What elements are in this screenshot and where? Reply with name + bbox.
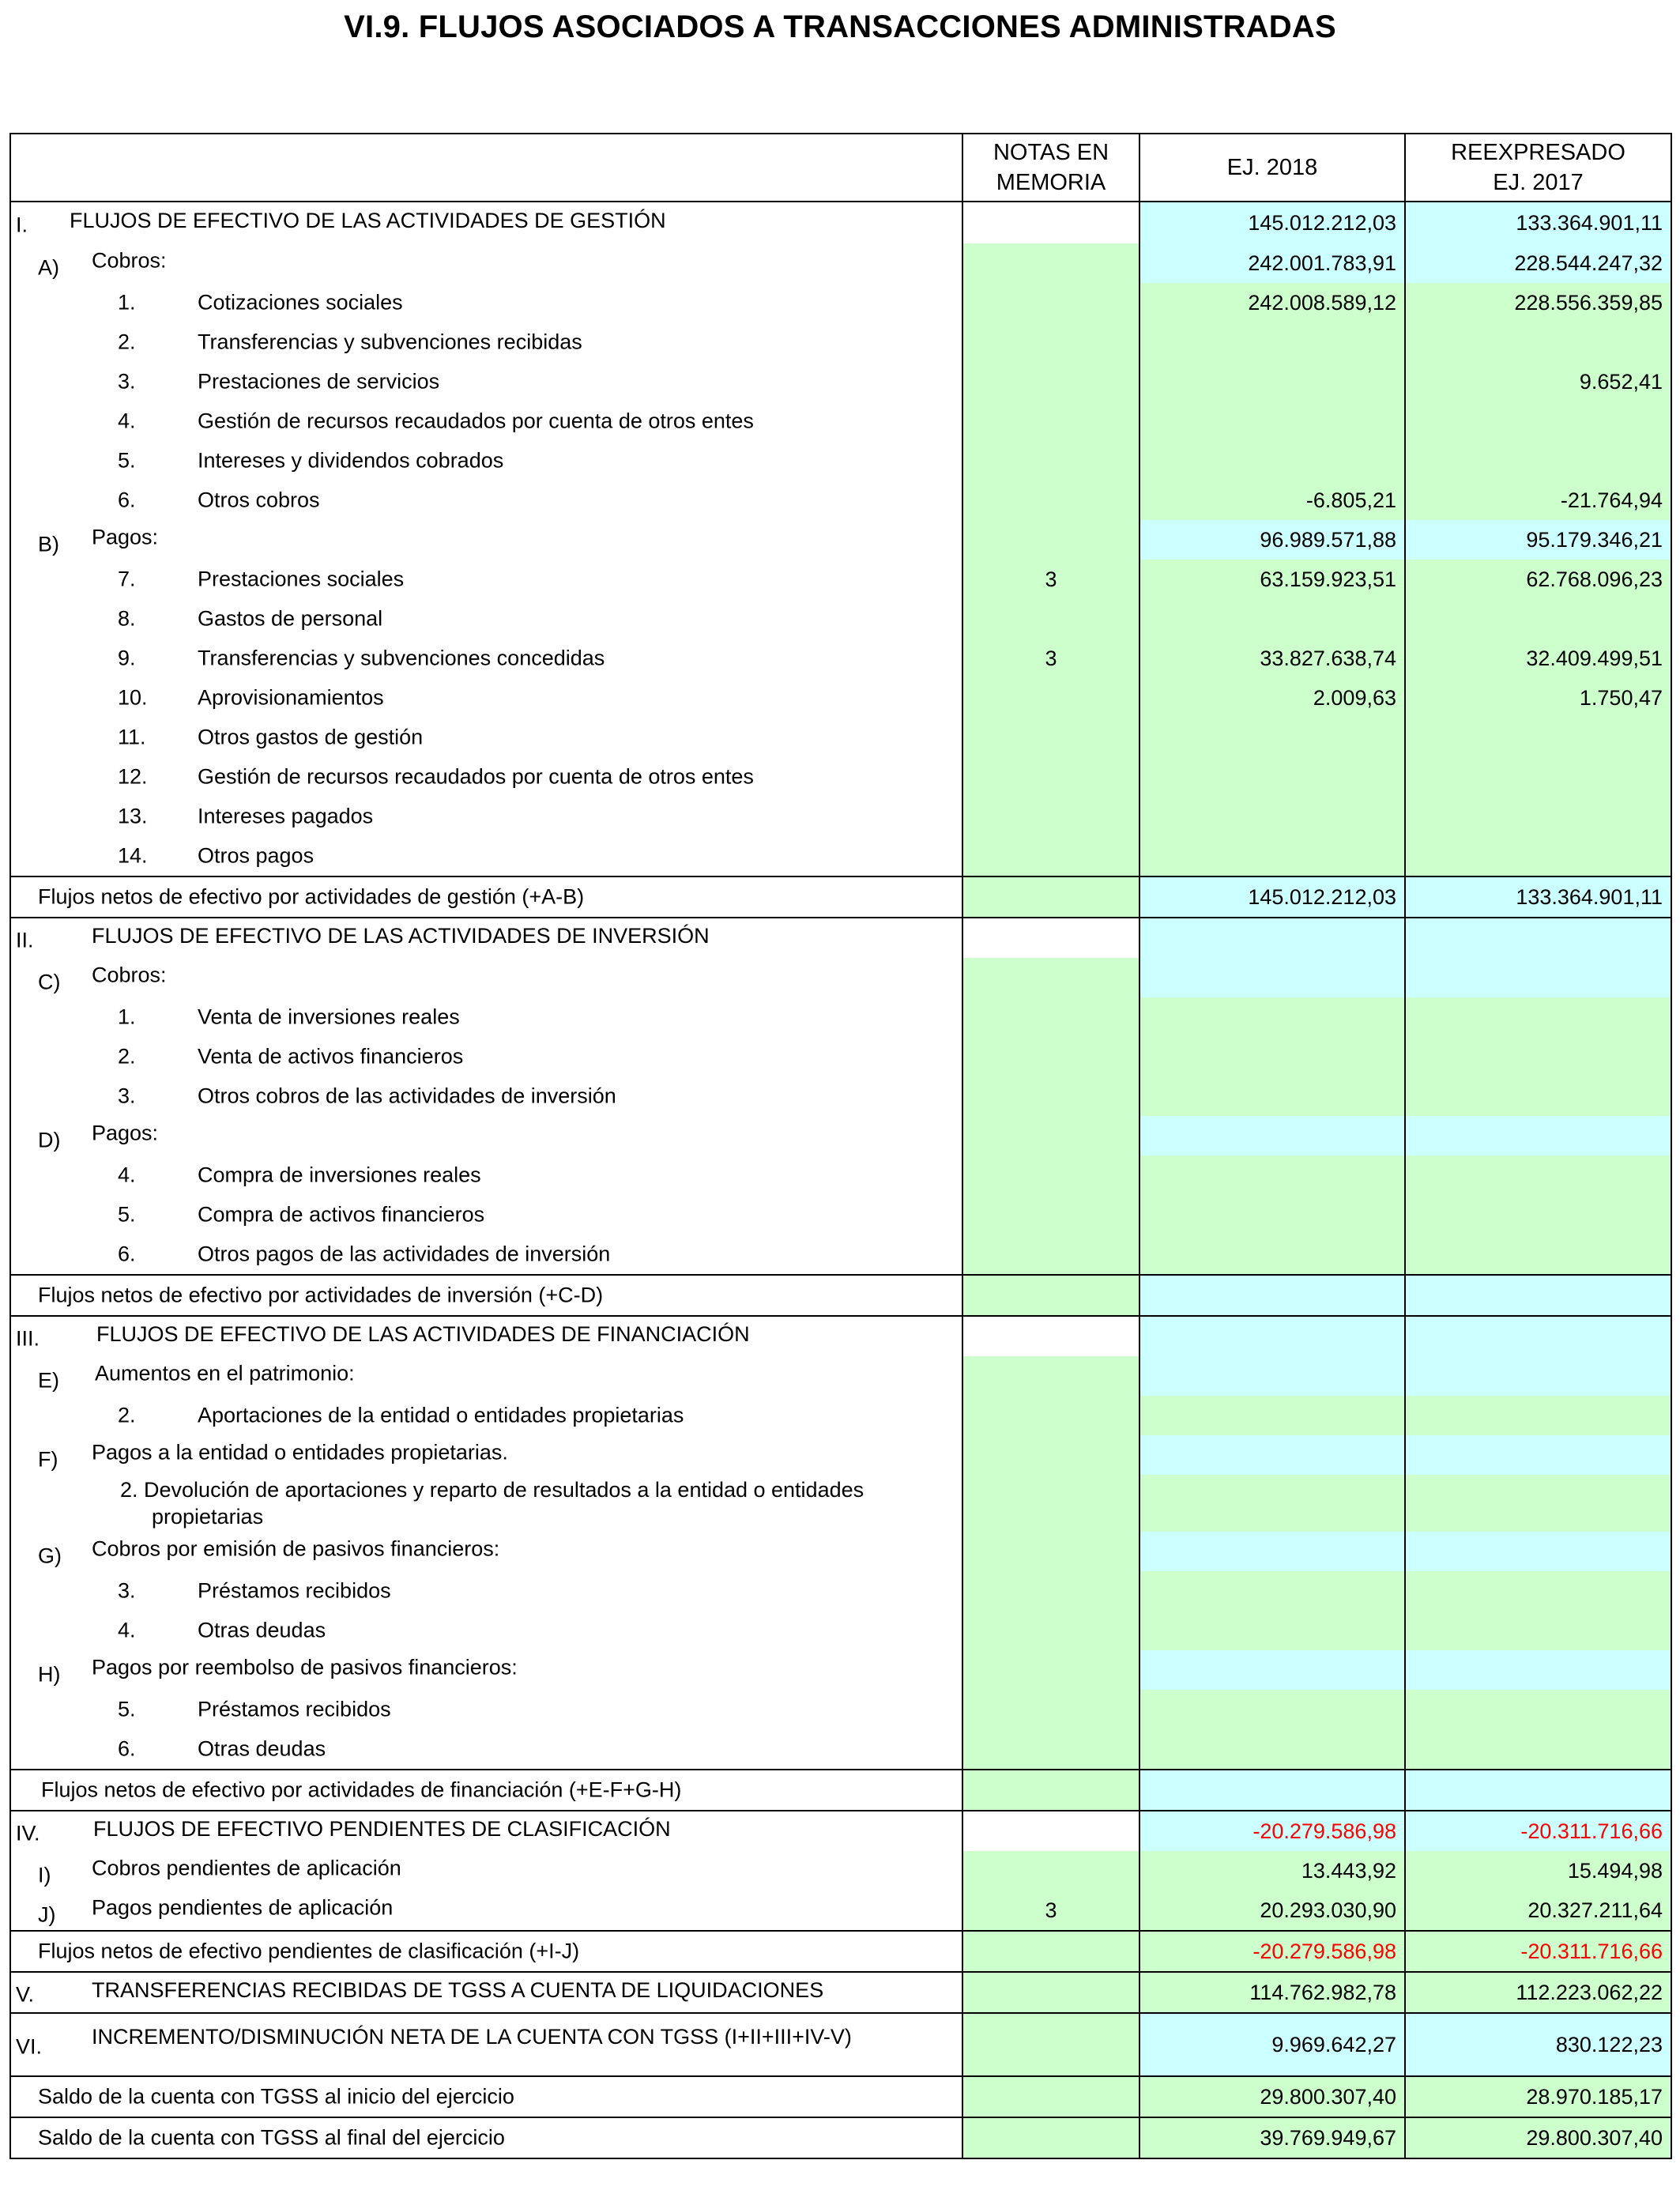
table-row <box>10 1076 1671 1116</box>
header-reexpresado <box>1405 134 1671 202</box>
total-row <box>10 876 1671 918</box>
value-2017 <box>1405 757 1671 797</box>
value-2017 <box>1405 797 1671 836</box>
table-row <box>10 481 1671 520</box>
value-2018: 63.159.923,51 <box>1139 560 1405 599</box>
table-header <box>10 134 1671 202</box>
item-number: 1. <box>118 1005 136 1029</box>
group-title: Aumentos en el patrimonio: <box>95 1361 355 1385</box>
group-row <box>10 1851 1671 1891</box>
value-2018: 242.008.589,12 <box>1139 283 1405 322</box>
value-2018: 9.969.642,27 <box>1139 2013 1405 2076</box>
item-label: Compra de activos financieros <box>198 1202 485 1227</box>
item-label-line1: 2. Devolución de aportaciones y reparto de resultados a la entidad o entidades <box>120 1478 864 1502</box>
item-label: Gestión de recursos recaudados por cuenta de otros entes <box>198 409 754 433</box>
item-label: Otros pagos de las actividades de inversión <box>198 1242 611 1266</box>
item-label: Otras deudas <box>198 1736 326 1761</box>
group-letter: A) <box>38 255 59 280</box>
nota <box>962 836 1139 876</box>
value-2018: 29.800.307,40 <box>1139 2076 1405 2117</box>
total-label: Flujos netos de efectivo por actividades de financiación (+E-F+G-H) <box>41 1777 682 1802</box>
saldo-label: Saldo de la cuenta con TGSS al inicio del ejercicio <box>38 2084 514 2109</box>
item-label: Aportaciones de la entidad o entidades propietarias <box>198 1403 684 1427</box>
item-label: Préstamos recibidos <box>198 1697 391 1721</box>
table-row <box>10 1235 1671 1275</box>
header-notas-line2: MEMORIA <box>996 170 1106 195</box>
value-2018 <box>1139 718 1405 757</box>
item-label: Prestaciones sociales <box>198 567 405 591</box>
item-number: 5. <box>118 1202 136 1227</box>
nota <box>962 362 1139 401</box>
section-row <box>10 918 1671 958</box>
item-label: Otras deudas <box>198 1618 326 1642</box>
nota <box>962 797 1139 836</box>
group-letter: F) <box>38 1447 58 1472</box>
section-roman: IV. <box>16 1821 40 1845</box>
value-2018 <box>1139 441 1405 481</box>
value-2017: 830.122,23 <box>1405 2013 1671 2076</box>
section-row <box>10 1811 1671 1851</box>
saldo-label: Saldo de la cuenta con TGSS al final del ejercicio <box>38 2125 505 2150</box>
nota: 3 <box>962 1891 1139 1931</box>
group-title: Cobros por emisión de pasivos financieros: <box>92 1536 500 1561</box>
item-label: Transferencias y subvenciones concedidas <box>198 646 605 670</box>
group-letter: B) <box>38 532 59 556</box>
item-label: Venta de activos financieros <box>198 1044 464 1069</box>
nota <box>962 322 1139 362</box>
value-2017 <box>1405 322 1671 362</box>
section-title: FLUJOS DE EFECTIVO DE LAS ACTIVIDADES DE INVERSIÓN <box>92 924 710 948</box>
nota <box>962 757 1139 797</box>
nota <box>962 599 1139 639</box>
item-label: Intereses pagados <box>198 804 374 828</box>
section-roman: VI. <box>16 2034 43 2059</box>
group-row <box>10 1356 1671 1396</box>
value-2017: 228.556.359,85 <box>1405 283 1671 322</box>
total-label: Flujos netos de efectivo pendientes de clasificación (+I-J) <box>38 1939 580 1963</box>
value-2018: 114.762.982,78 <box>1139 1972 1405 2013</box>
nota <box>962 718 1139 757</box>
nota <box>962 441 1139 481</box>
item-number: 7. <box>118 567 136 591</box>
nota <box>962 283 1139 322</box>
table-row <box>10 362 1671 401</box>
nota <box>962 1851 1139 1891</box>
value-2017: -21.764,94 <box>1405 481 1671 520</box>
value-2017: 133.364.901,11 <box>1405 202 1671 243</box>
section-row <box>10 1972 1671 2013</box>
value-2018 <box>1139 322 1405 362</box>
value-2018 <box>1139 599 1405 639</box>
table-row <box>10 836 1671 876</box>
value-2017: 32.409.499,51 <box>1405 639 1671 678</box>
cash-flow-table <box>9 133 1672 2159</box>
value-2018: -20.279.586,98 <box>1139 1811 1405 1851</box>
item-number: 8. <box>118 606 136 631</box>
group-row <box>10 1891 1671 1931</box>
item-label: Gestión de recursos recaudados por cuenta de otros entes <box>198 764 754 789</box>
value-2017 <box>1405 401 1671 441</box>
item-label: Préstamos recibidos <box>198 1578 391 1603</box>
table-row <box>10 678 1671 718</box>
nota <box>962 401 1139 441</box>
table-row <box>10 1611 1671 1650</box>
page-title: VI.9. FLUJOS ASOCIADOS A TRANSACCIONES ADMINISTRADAS <box>344 9 1336 44</box>
section-roman: III. <box>16 1326 40 1351</box>
item-label: Aprovisionamientos <box>198 685 384 710</box>
item-label: Prestaciones de servicios <box>198 369 440 394</box>
saldo-row <box>10 2117 1671 2158</box>
group-letter: I) <box>38 1863 51 1887</box>
section-title: FLUJOS DE EFECTIVO DE LAS ACTIVIDADES DE GESTIÓN <box>70 209 666 233</box>
value-2017 <box>1405 718 1671 757</box>
value-2017: 112.223.062,22 <box>1405 1972 1671 2013</box>
value-2017: 1.750,47 <box>1405 678 1671 718</box>
group-title: Pagos a la entidad o entidades propietarias. <box>92 1440 508 1465</box>
table-row <box>10 1195 1671 1235</box>
group-letter: G) <box>38 1544 62 1568</box>
section-row <box>10 202 1671 243</box>
value-2018 <box>1139 797 1405 836</box>
group-title: Cobros: <box>92 248 167 273</box>
table-row <box>10 283 1671 322</box>
item-number: 5. <box>118 448 136 473</box>
item-number: 6. <box>118 488 136 512</box>
table-row <box>10 1475 1671 1532</box>
section-roman: II. <box>16 928 34 952</box>
table-row <box>10 322 1671 362</box>
value-2018 <box>1139 757 1405 797</box>
group-row <box>10 1650 1671 1690</box>
value-2017: 133.364.901,11 <box>1405 876 1671 918</box>
section-roman: V. <box>16 1982 35 2007</box>
value-2018: 145.012.212,03 <box>1139 202 1405 243</box>
item-number: 5. <box>118 1697 136 1721</box>
table-row <box>10 401 1671 441</box>
item-number: 4. <box>118 409 136 433</box>
table-row <box>10 441 1671 481</box>
table-row <box>10 757 1671 797</box>
item-label: Otros cobros <box>198 488 320 512</box>
nota: 3 <box>962 639 1139 678</box>
header-reex-line1: REEXPRESADO <box>1451 140 1625 165</box>
saldo-row <box>10 2076 1671 2117</box>
table-row <box>10 1729 1671 1770</box>
value-2017: 95.179.346,21 <box>1405 520 1671 560</box>
item-number: 9. <box>118 646 136 670</box>
group-letter: D) <box>38 1128 61 1152</box>
section-title: TRANSFERENCIAS RECIBIDAS DE TGSS A CUENTA DE LIQUIDACIONES <box>92 1978 824 2003</box>
value-2018 <box>1139 362 1405 401</box>
table-row <box>10 1037 1671 1076</box>
item-label: Cotizaciones sociales <box>198 290 403 315</box>
item-number: 2. <box>118 1403 136 1427</box>
item-number: 2. <box>118 1044 136 1069</box>
table-row <box>10 560 1671 599</box>
header-ej2018: EJ. 2018 <box>1139 134 1405 202</box>
table-row <box>10 1396 1671 1435</box>
value-2018: 20.293.030,90 <box>1139 1891 1405 1931</box>
group-row <box>10 958 1671 997</box>
value-2018: -20.279.586,98 <box>1139 1931 1405 1972</box>
group-row <box>10 1532 1671 1571</box>
table-row <box>10 718 1671 757</box>
header-concept <box>10 134 962 202</box>
item-number: 14. <box>118 843 148 868</box>
group-letter: E) <box>38 1368 59 1393</box>
group-row <box>10 520 1671 560</box>
value-2017 <box>1405 599 1671 639</box>
value-2018: 145.012.212,03 <box>1139 876 1405 918</box>
nota <box>962 678 1139 718</box>
group-row <box>10 1116 1671 1155</box>
group-title: Cobros pendientes de aplicación <box>92 1856 401 1880</box>
item-label: Transferencias y subvenciones recibidas <box>198 330 582 354</box>
item-number: 6. <box>118 1736 136 1761</box>
item-label-line2: propietarias <box>152 1505 264 1529</box>
item-label: Compra de inversiones reales <box>198 1163 481 1187</box>
section-row <box>10 2013 1671 2076</box>
value-2018: 33.827.638,74 <box>1139 639 1405 678</box>
value-2017: 28.970.185,17 <box>1405 2076 1671 2117</box>
item-label: Otros gastos de gestión <box>198 725 424 749</box>
item-number: 3. <box>118 369 136 394</box>
section-row <box>10 1316 1671 1356</box>
value-2017: 29.800.307,40 <box>1405 2117 1671 2158</box>
value-2018: 2.009,63 <box>1139 678 1405 718</box>
group-title: Pagos por reembolso de pasivos financieros: <box>92 1655 518 1679</box>
table-row <box>10 1155 1671 1195</box>
item-number: 3. <box>118 1084 136 1108</box>
section-title: INCREMENTO/DISMINUCIÓN NETA DE LA CUENTA CON TGSS (I+II+III+IV-V) <box>92 2025 852 2049</box>
group-row <box>10 243 1671 283</box>
section-title: FLUJOS DE EFECTIVO DE LAS ACTIVIDADES DE FINANCIACIÓN <box>96 1322 750 1347</box>
value-2017: 62.768.096,23 <box>1405 560 1671 599</box>
value-2017 <box>1405 441 1671 481</box>
section-title: FLUJOS DE EFECTIVO PENDIENTES DE CLASIFICACIÓN <box>93 1817 671 1842</box>
group-title: Pagos: <box>92 1121 159 1145</box>
value-2017: 9.652,41 <box>1405 362 1671 401</box>
item-number: 10. <box>118 685 148 710</box>
item-label: Otros cobros de las actividades de inversión <box>198 1084 616 1108</box>
value-2017 <box>1405 836 1671 876</box>
table-row <box>10 599 1671 639</box>
total-row <box>10 1931 1671 1972</box>
table-row <box>10 639 1671 678</box>
item-label: Venta de inversiones reales <box>198 1005 460 1029</box>
table-row <box>10 797 1671 836</box>
total-label: Flujos netos de efectivo por actividades de inversión (+C-D) <box>38 1283 604 1307</box>
item-label: Otros pagos <box>198 843 315 868</box>
item-number: 4. <box>118 1618 136 1642</box>
value-2017: -20.311.716,66 <box>1405 1811 1671 1851</box>
value-2018 <box>1139 401 1405 441</box>
item-number: 4. <box>118 1163 136 1187</box>
group-title: Pagos pendientes de aplicación <box>92 1895 394 1920</box>
value-2018: 13.443,92 <box>1139 1851 1405 1891</box>
item-number: 11. <box>118 725 146 749</box>
value-2018 <box>1139 836 1405 876</box>
item-label-wrapped <box>120 1476 864 1530</box>
item-label: Gastos de personal <box>198 606 383 631</box>
table-row <box>10 997 1671 1037</box>
value-2018: 96.989.571,88 <box>1139 520 1405 560</box>
group-letter: J) <box>38 1902 56 1927</box>
table-row <box>10 1690 1671 1729</box>
group-title: Pagos: <box>92 525 159 549</box>
header-notas-line1: NOTAS EN <box>993 140 1109 165</box>
value-2017: 20.327.211,64 <box>1405 1891 1671 1931</box>
value-2017: 15.494,98 <box>1405 1851 1671 1891</box>
item-number: 13. <box>118 804 148 828</box>
total-label: Flujos netos de efectivo por actividades de gestión (+A-B) <box>38 884 585 909</box>
item-label: Intereses y dividendos cobrados <box>198 448 504 473</box>
item-number: 2. <box>118 330 136 354</box>
value-2018: 242.001.783,91 <box>1139 243 1405 283</box>
group-letter: C) <box>38 970 61 994</box>
nota: 3 <box>962 560 1139 599</box>
value-2017: -20.311.716,66 <box>1405 1931 1671 1972</box>
value-2017: 228.544.247,32 <box>1405 243 1671 283</box>
group-letter: H) <box>38 1662 61 1687</box>
section-roman: I. <box>16 213 28 237</box>
item-number: 6. <box>118 1242 136 1266</box>
total-row <box>10 1275 1671 1316</box>
table-row <box>10 1571 1671 1611</box>
nota <box>962 481 1139 520</box>
value-2018: -6.805,21 <box>1139 481 1405 520</box>
total-row <box>10 1770 1671 1811</box>
value-2018: 39.769.949,67 <box>1139 2117 1405 2158</box>
header-reex-line2: EJ. 2017 <box>1493 170 1584 195</box>
item-number: 3. <box>118 1578 136 1603</box>
group-title: Cobros: <box>92 963 167 987</box>
item-number: 12. <box>118 764 148 789</box>
item-number: 1. <box>118 290 136 315</box>
group-row <box>10 1435 1671 1475</box>
header-notas <box>962 134 1139 202</box>
